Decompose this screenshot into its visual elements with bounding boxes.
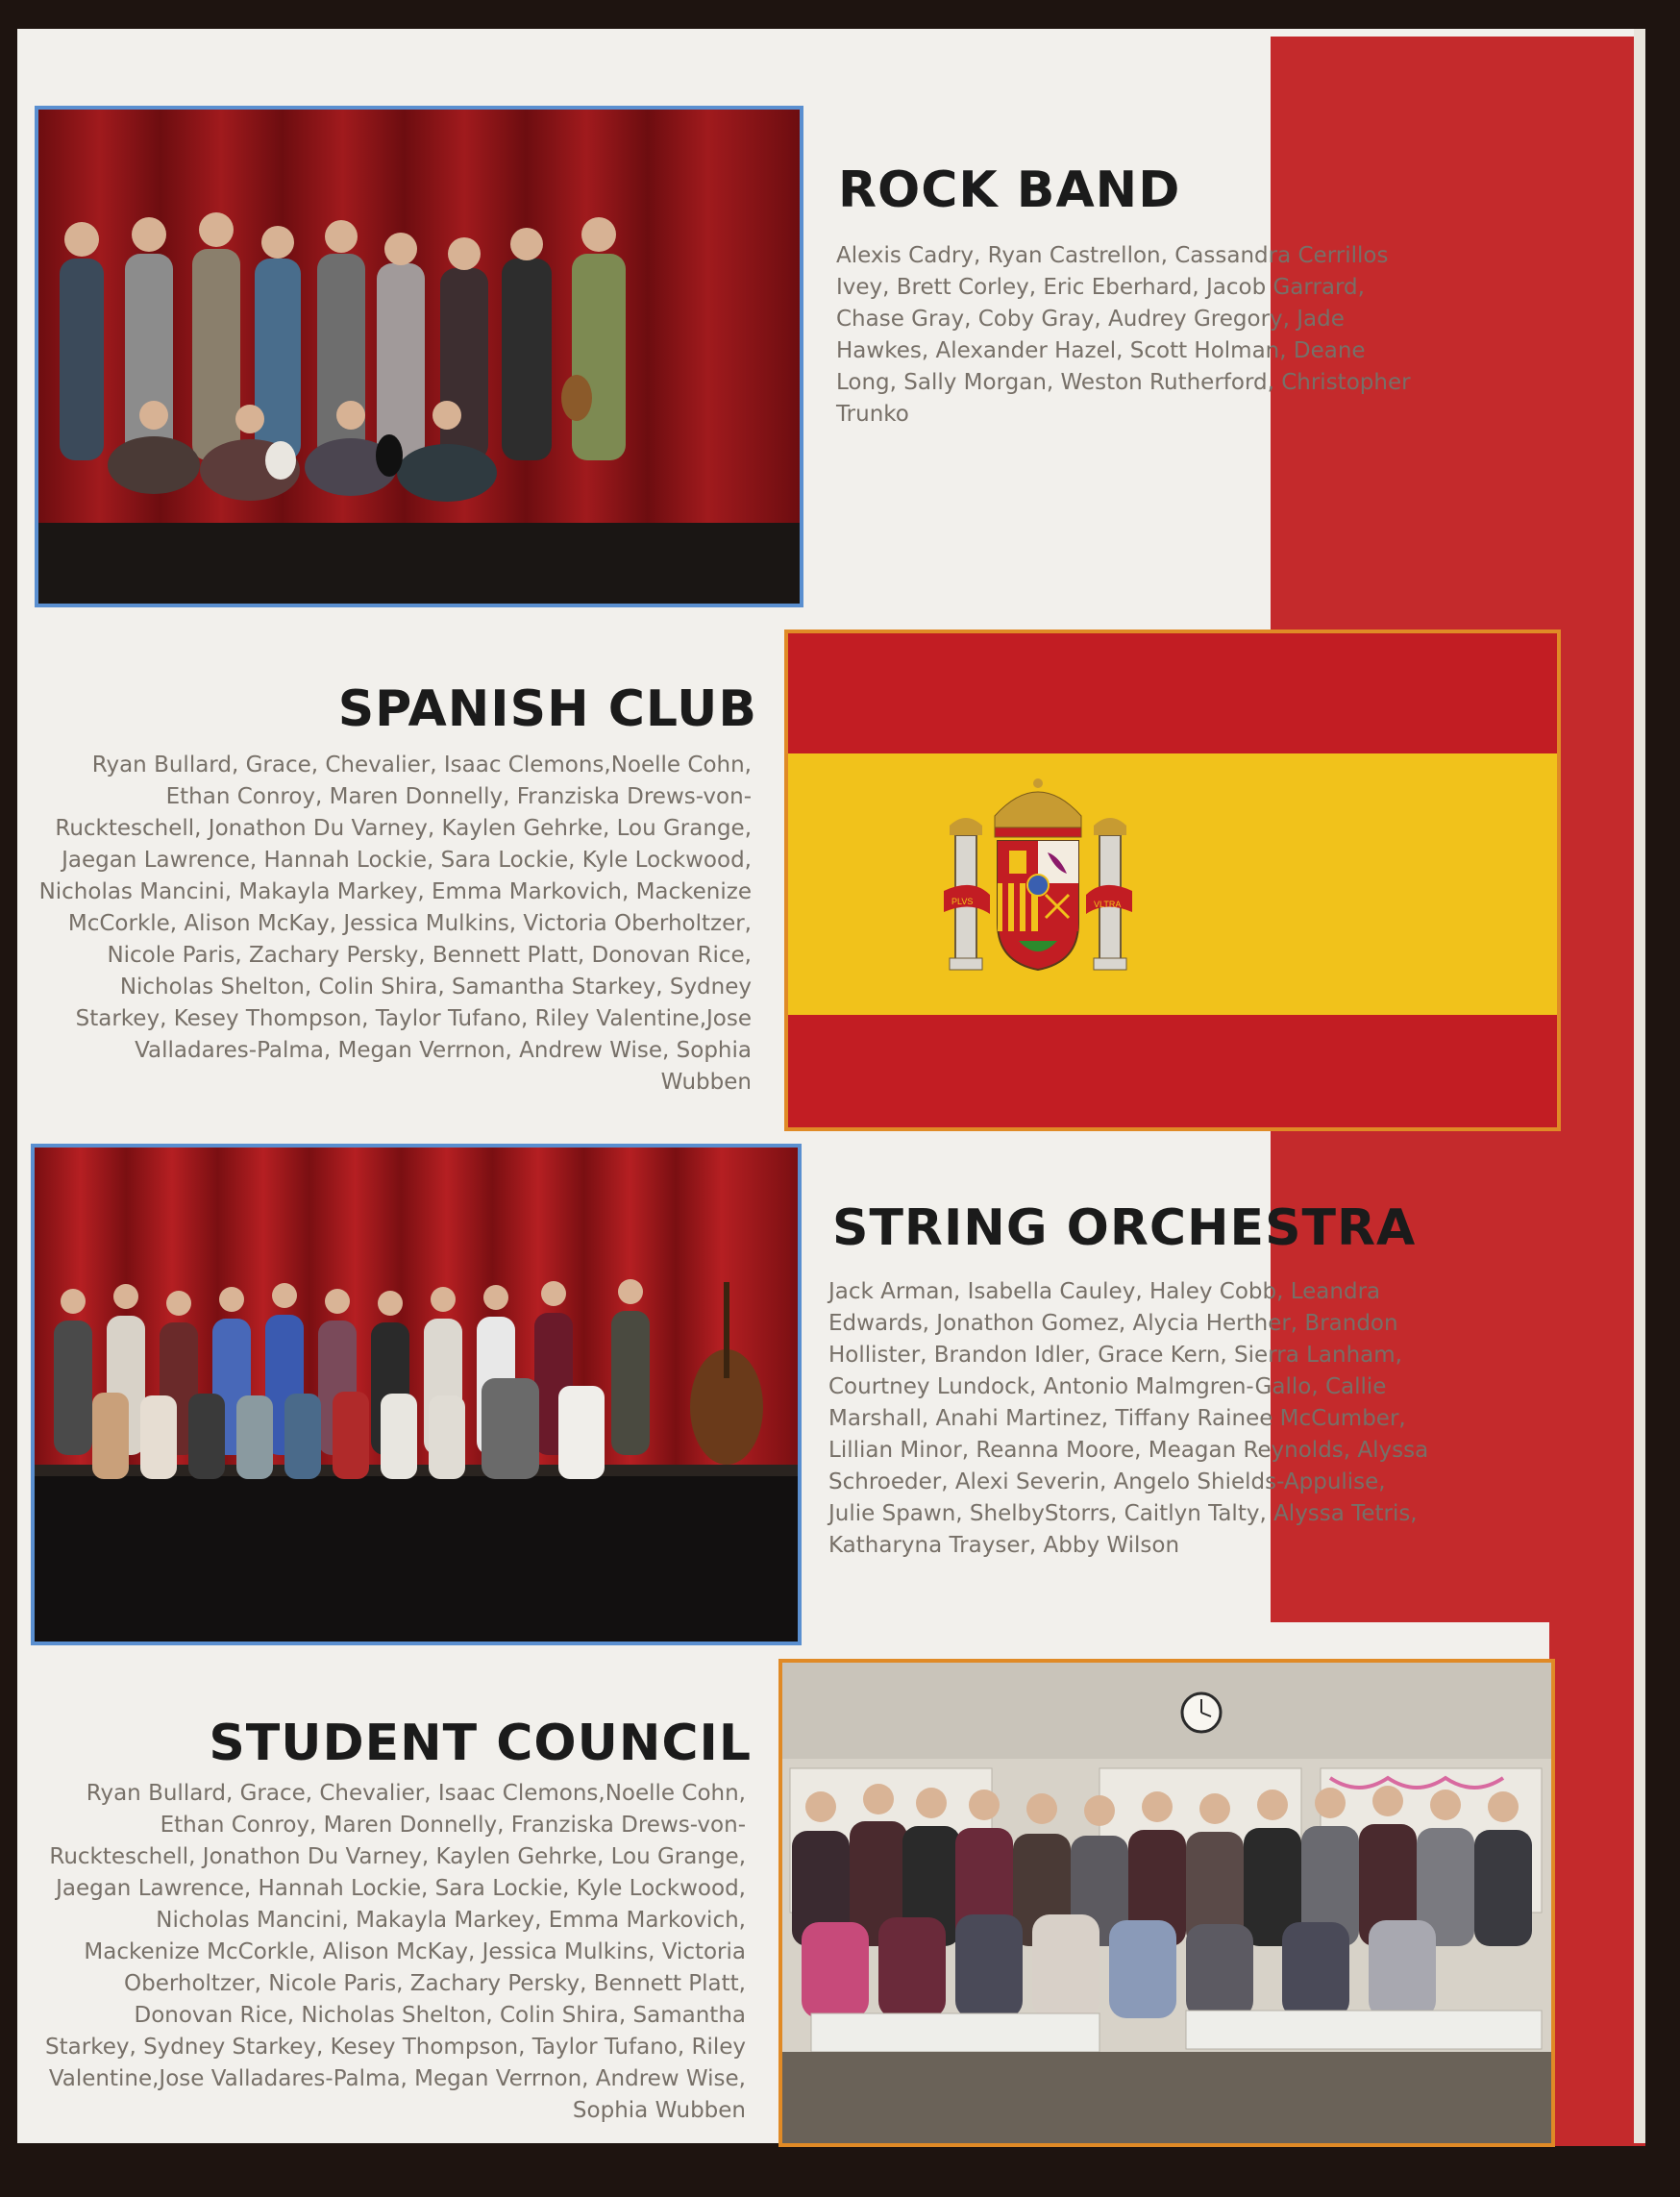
flag-yellow-stripe [788,753,1557,1015]
string-orchestra-names: Jack Arman, Isabella Cauley, Haley Cobb, Leandra Edwards, Jonathon Gomez, Alycia Herther, Brandon Hollister, Brandon Idler, Grace Kern, Sierra Lanham, Courtney Lundock, Antonio Malmgren-Gallo, Callie Marshall, Anahi Martinez, Tiffany Rainee McCumber, Lillian Minor, Reanna Moore, Meagan Reynolds, Alyssa Schroeder, Alexi Severin, Angelo Shields-Appulise, Julie Spawn, ShelbyStorrs, Caitlyn Talty, Alyssa Tetris, Katharyna Trayser, Abby Wilson [828,1279,1429,1558]
string-orchestra-title: STRING ORCHESTRA [832,1199,1417,1257]
rock-band-photo [35,106,803,607]
spain-flag-image [784,629,1561,1131]
spanish-club-title: SPANISH CLUB [337,680,757,738]
student-council-names: Ryan Bullard, Grace, Chevalier, Isaac Clemons,Noelle Cohn, Ethan Conroy, Maren Donnelly, Franziska Drews-von-Ruckteschell, Jonathon Du Varney, Kaylen Gehrke, Lou Grange, Jaegan Lawrence, Hannah Lockie, Sara Lockie, Kyle Lockwood, Nicholas Mancini, Makayla Markey, Emma Markovich, Mackenize McCorkle, Alison McKay, Jessica Mulkins, Victoria Oberholtzer, Nicole Paris, Zachary Persky, Bennett Platt, Donovan Rice, Nicholas Shelton, Colin Shira, Samantha Starkey, Sydney Starkey, Kesey Thompson, Taylor Tufano, Riley Valentine,Jose Valladares-Palma, Megan Verrnon, Andrew Wise, Sophia Wubben [45,1781,746,2123]
red-band-bottom [1549,1622,1645,2146]
spanish-coat-of-arms-icon [942,778,1134,991]
page-edge [1634,29,1645,2143]
spanish-club-names: Ryan Bullard, Grace, Chevalier, Isaac Clemons,Noelle Cohn, Ethan Conroy, Maren Donnelly, Franziska Drews-von-Ruckteschell, Jonathon Du Varney, Kaylen Gehrke, Lou Grange, Jaegan Lawrence, Hannah Lockie, Sara Lockie, Kyle Lockwood, Nicholas Mancini, Makayla Markey, Emma Markovich, Mackenize McCorkle, Alison McKay, Jessica Mulkins, Victoria Oberholtzer, Nicole Paris, Zachary Persky, Bennett Platt, Donovan Rice, Nicholas Shelton, Colin Shira, Samantha Starkey, Sydney Starkey, Kesey Thompson, Taylor Tufano, Riley Valentine,Jose Valladares-Palma, Megan Verrnon, Andrew Wise, Sophia Wubben [38,753,752,1095]
rock-band-names: Alexis Cadry, Ryan Castrellon, Cassandra Cerrillos Ivey, Brett Corley, Eric Eberhard, Jacob Garrard, Chase Gray, Coby Gray, Audrey Gregory, Jade Hawkes, Alexander Hazel, Scott Holman, Deane Long, Sally Morgan, Weston Rutherford, Christopher Trunko [836,243,1411,427]
flag-motto-left: PLVS [951,897,974,906]
student-council-photo [778,1659,1555,2147]
flag-motto-right: VLTRA [1094,900,1122,909]
rock-band-title: ROCK BAND [838,161,1181,219]
string-orchestra-photo [31,1144,802,1645]
wall-clock-icon [1182,1693,1221,1732]
student-council-title: STUDENT COUNCIL [209,1715,752,1772]
